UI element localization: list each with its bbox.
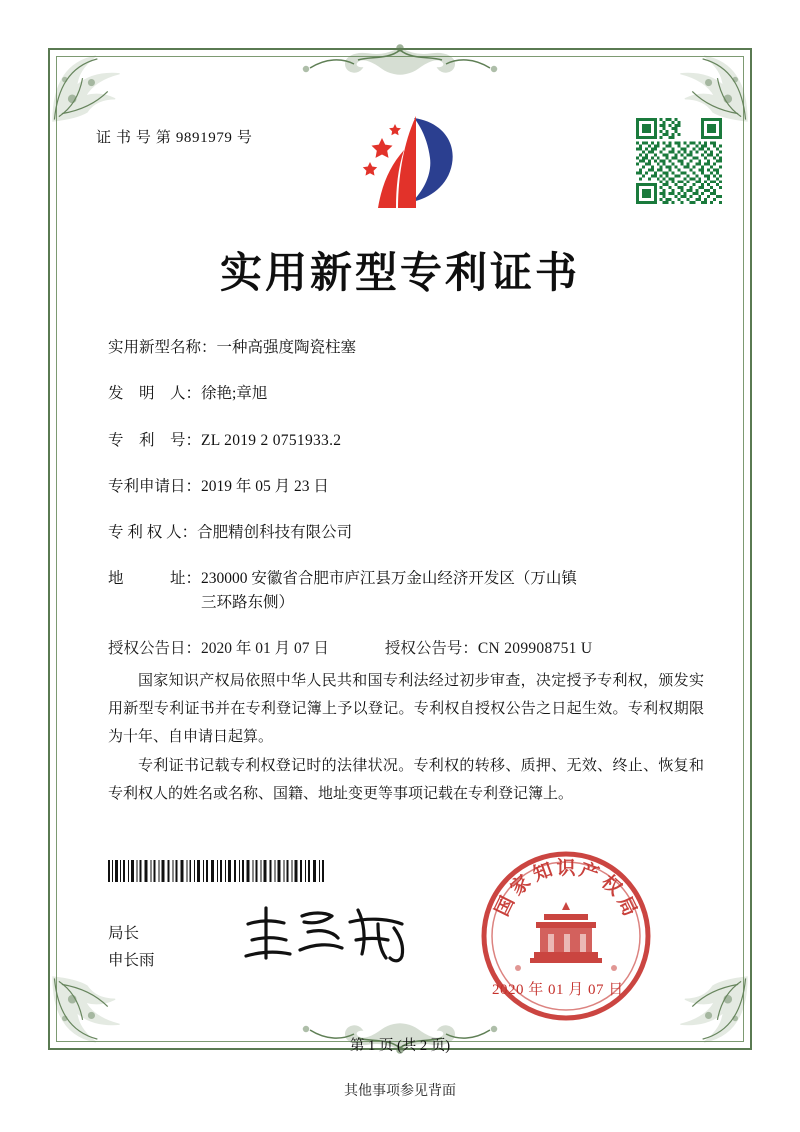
director-title-label: 局长 [108, 925, 140, 942]
field-label: 授权公告日： [108, 639, 202, 657]
field-value: 一种高强度陶瓷柱塞 [216, 339, 357, 356]
page-indicator: 第 1 页 (共 2 页) [349, 1038, 451, 1054]
field-patent-number [108, 429, 708, 452]
field-application-date [108, 475, 708, 498]
cnipa-logo-icon [352, 112, 464, 216]
field-address [108, 567, 708, 614]
top-flourish-icon [250, 44, 550, 78]
field-value: 2019 年 05 月 23 日 [201, 477, 329, 495]
certificate-number-value: 第 9891979 号 [155, 130, 253, 146]
svg-text:权: 权 [597, 870, 626, 901]
field-value-line1: 230000 安徽省合肥市庐江县万金山经济开发区（万山镇 [201, 570, 577, 588]
paragraph-2: 专利证书记载专利权登记时的法律状况。专利权的转移、质押、无效、终止、恢复和专利权人的姓名或名称、国籍、地址变更等事项记载在专利登记簿上。 [108, 758, 704, 802]
field-grant-notice-number [385, 637, 592, 660]
field-label: 授权公告号： [384, 639, 478, 657]
field-label: 专利申请日： [108, 477, 202, 495]
svg-text:局: 局 [613, 892, 642, 920]
field-grant-notice-date [108, 637, 329, 660]
page-title: 实用新型专利证书 [219, 248, 580, 297]
svg-text:家: 家 [506, 870, 535, 901]
paragraph-1: 国家知识产权局依照中华人民共和国专利法经过初步审查，决定授予专利权，颁发实用新型专利证书并在专利登记簿上予以登记。专利权自授权公告之日起生效。专利权期限为十年、自申请日起算。 [108, 673, 704, 745]
field-list [108, 336, 708, 683]
field-grant-row [108, 637, 708, 660]
field-inventor [108, 382, 708, 405]
barcode-icon [108, 860, 326, 882]
certificate-number-label: 证 书 号 [96, 130, 152, 146]
field-value-line2: 三环路东侧） [201, 593, 295, 611]
svg-text:产: 产 [576, 858, 602, 886]
field-value: 2020 年 01 月 07 日 [201, 639, 329, 657]
field-value: 合肥精创科技有限公司 [197, 524, 353, 541]
field-utility-model-name [108, 336, 708, 359]
svg-text:国: 国 [490, 892, 519, 920]
svg-text:知: 知 [530, 858, 556, 886]
field-label: 发 明 人： [108, 385, 202, 403]
body-text [108, 668, 704, 811]
field-label: 实用新型名称： [108, 339, 217, 356]
certificate-number [96, 126, 252, 147]
field-label: 专 利 号： [108, 431, 202, 449]
field-value: 徐艳;章旭 [201, 385, 268, 403]
field-value: ZL 2019 2 0751933.2 [201, 431, 342, 449]
seal-date: 2020 年 01 月 07 日 [492, 982, 624, 998]
corner-ornament-icon [676, 50, 750, 124]
field-value: CN 209908751 U [477, 639, 593, 657]
field-label: 地 址： [108, 570, 202, 588]
qr-code-icon [636, 118, 722, 204]
signature-block [108, 920, 155, 974]
director-name: 申长雨 [108, 952, 155, 970]
field-value [201, 567, 708, 614]
handwritten-signature-icon [238, 898, 424, 968]
footnote: 其他事项参见背面 [344, 1084, 456, 1099]
field-label: 专 利 权 人： [108, 524, 198, 541]
svg-text:识: 识 [556, 857, 576, 879]
field-patentee [108, 521, 708, 544]
corner-ornament-icon [50, 50, 124, 124]
